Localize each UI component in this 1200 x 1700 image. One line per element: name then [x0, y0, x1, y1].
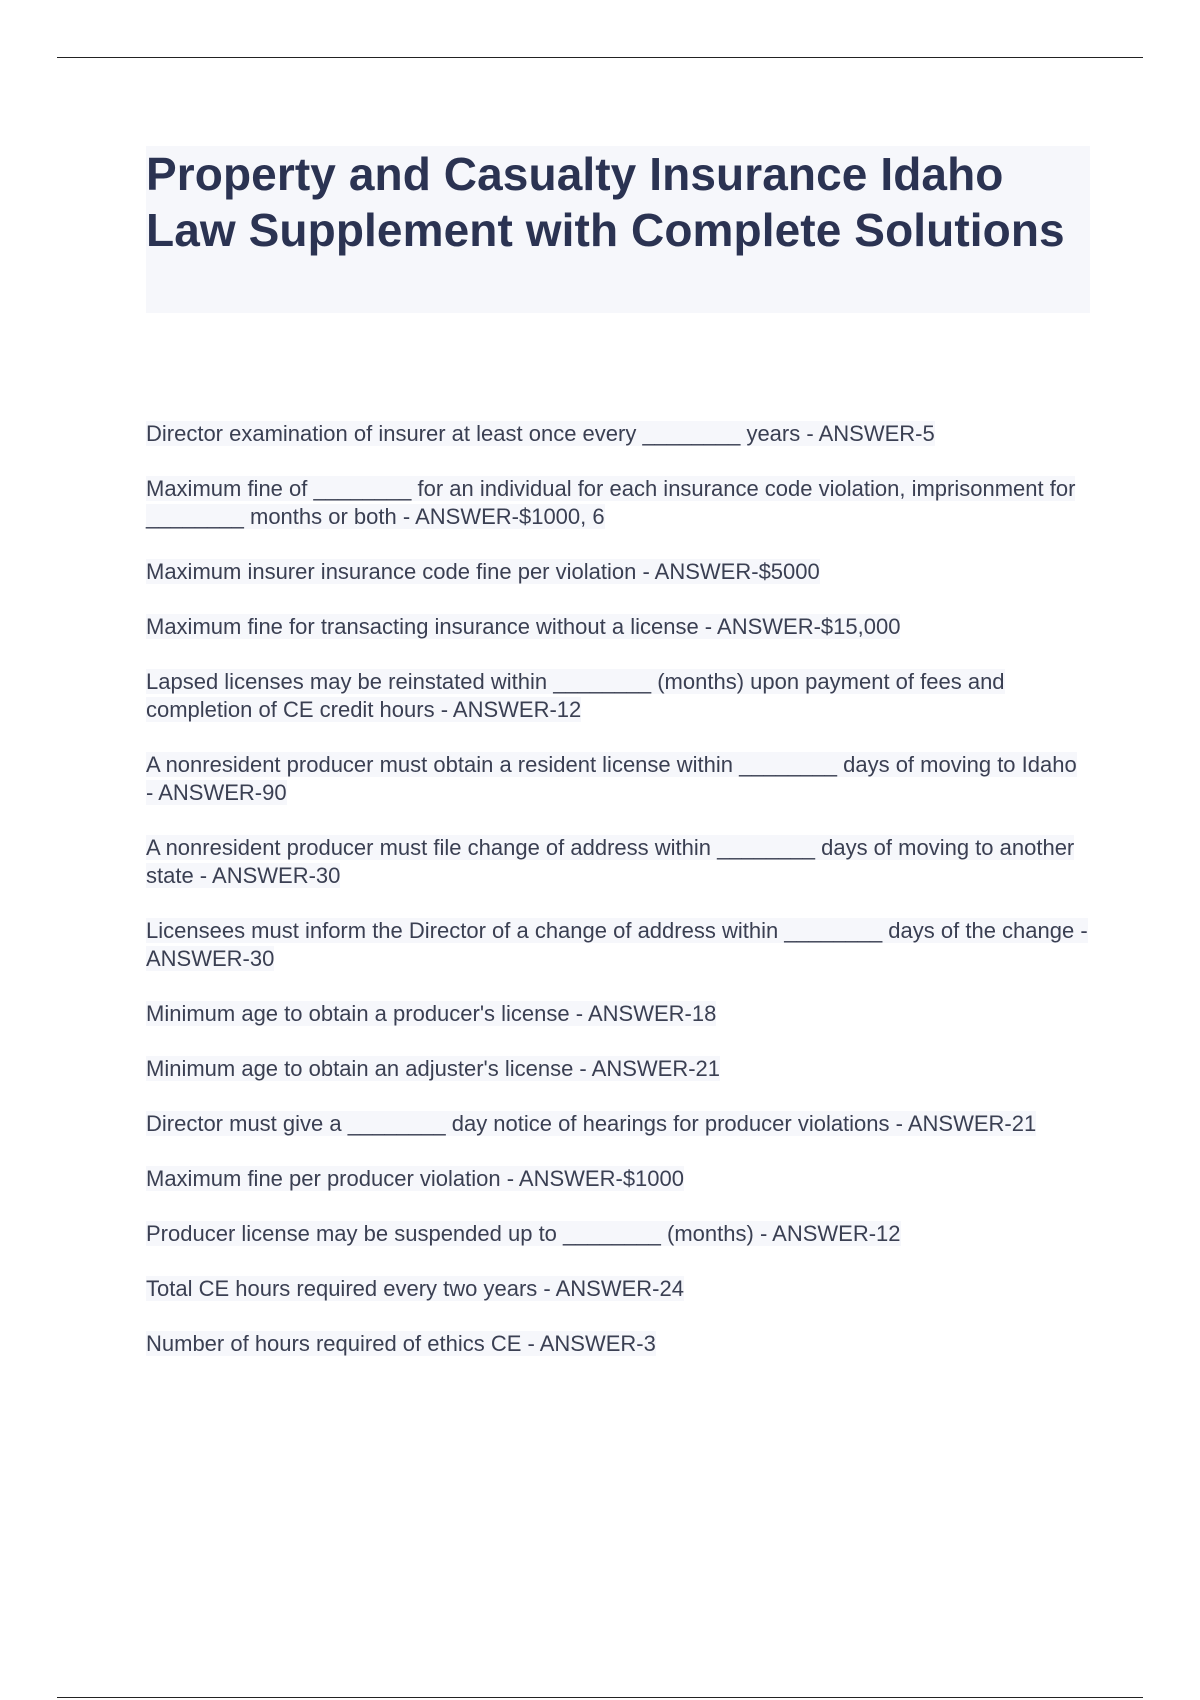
qa-item-6 [146, 751, 1090, 807]
qa-item-text: Minimum age to obtain an adjuster's license - ANSWER-21 [146, 1056, 721, 1081]
qa-item-text: Maximum fine of ________ for an individual for each insurance code violation, imprisonment for ________ months or both - ANSWER-$1000, 6 [146, 476, 1076, 529]
qa-item-13 [146, 1220, 1090, 1248]
qa-item-text: Lapsed licenses may be reinstated within ________ (months) upon payment of fees and completion of CE credit hours - ANSWER-12 [146, 669, 1005, 722]
qa-item-11 [146, 1110, 1090, 1138]
qa-item-3 [146, 558, 1090, 586]
qa-item-text: A nonresident producer must file change of address within ________ days of moving to another state - ANSWER-30 [146, 835, 1075, 888]
qa-list [146, 420, 1090, 1358]
qa-item-text: Maximum insurer insurance code fine per violation - ANSWER-$5000 [146, 559, 820, 584]
qa-item-text: Director examination of insurer at least once every ________ years - ANSWER-5 [146, 421, 935, 446]
qa-item-text: A nonresident producer must obtain a resident license within ________ days of moving to Idaho - ANSWER-90 [146, 752, 1077, 805]
qa-item-text: Total CE hours required every two years - ANSWER-24 [146, 1276, 684, 1301]
qa-item-10 [146, 1055, 1090, 1083]
qa-item-text: Director must give a ________ day notice of hearings for producer violations - ANSWER-21 [146, 1111, 1037, 1136]
document-title: Property and Casualty Insurance Idaho Law Supplement with Complete Solutions [146, 148, 1065, 256]
qa-item-9 [146, 1000, 1090, 1028]
qa-item-12 [146, 1165, 1090, 1193]
title-block [146, 146, 1090, 313]
qa-item-15 [146, 1330, 1090, 1358]
top-rule [57, 57, 1143, 58]
qa-item-8 [146, 917, 1090, 973]
qa-item-1 [146, 420, 1090, 448]
qa-item-text: Licensees must inform the Director of a change of address within ________ days of the change - ANSWER-30 [146, 918, 1088, 971]
qa-item-text: Producer license may be suspended up to ________ (months) - ANSWER-12 [146, 1221, 901, 1246]
qa-item-5 [146, 668, 1090, 724]
qa-item-text: Maximum fine per producer violation - ANSWER-$1000 [146, 1166, 685, 1191]
bottom-rule [57, 1697, 1143, 1698]
qa-item-14 [146, 1275, 1090, 1303]
qa-item-text: Maximum fine for transacting insurance without a license - ANSWER-$15,000 [146, 614, 901, 639]
qa-item-2 [146, 475, 1090, 531]
qa-item-4 [146, 613, 1090, 641]
qa-item-text: Number of hours required of ethics CE - ANSWER-3 [146, 1331, 656, 1356]
qa-item-text: Minimum age to obtain a producer's license - ANSWER-18 [146, 1001, 717, 1026]
qa-item-7 [146, 834, 1090, 890]
